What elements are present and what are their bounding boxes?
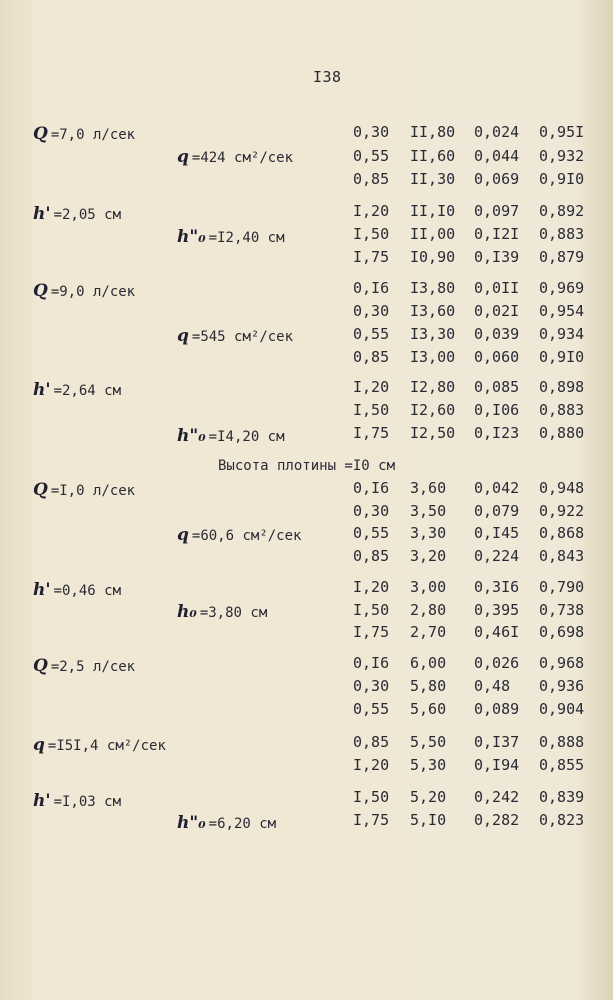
- cell-col2: I2,80: [410, 378, 456, 396]
- cell-col4: 0,95I: [539, 123, 585, 141]
- cell-col2: I2,50: [410, 424, 456, 442]
- cell-col4: 0,839: [539, 788, 585, 806]
- page-number: I38: [313, 68, 342, 86]
- cell-col3: 0,039: [474, 325, 520, 343]
- cell-col4: 0,880: [539, 424, 585, 442]
- cell-col1: 0,85: [353, 348, 390, 366]
- cell-col1: I,20: [353, 202, 390, 220]
- cell-col4: 0,968: [539, 654, 585, 672]
- cell-col4: 0,843: [539, 547, 585, 565]
- depth-symbol: h': [33, 791, 51, 811]
- cell-col3: 0,069: [474, 170, 520, 188]
- tailwater-depth-symbol: h"₀: [177, 813, 206, 833]
- cell-col2: I2,60: [410, 401, 456, 419]
- table-row: [0, 545, 613, 567]
- cell-col3: 0,I37: [474, 733, 520, 751]
- cell-col4: 0,698: [539, 623, 585, 641]
- cell-col4: 0,790: [539, 578, 585, 596]
- tailwater-depth-symbol: h"₀: [177, 227, 206, 247]
- flow-value: =7,0 л/сек: [50, 127, 136, 143]
- flow-value: =I,0 л/сек: [50, 483, 136, 499]
- cell-col4: 0,883: [539, 225, 585, 243]
- table-row: [0, 223, 613, 245]
- cell-col4: 0,969: [539, 279, 585, 297]
- cell-col1: I,50: [353, 788, 390, 806]
- cell-col4: 0,922: [539, 502, 585, 520]
- table-row: [0, 346, 613, 368]
- unit-discharge-value: =I5I,4 см²/сек: [47, 738, 166, 754]
- table-row: [0, 731, 613, 753]
- table-row: [0, 422, 613, 444]
- cell-col2: 5,30: [410, 756, 447, 774]
- table-row: [0, 168, 613, 190]
- cell-col4: 0,904: [539, 700, 585, 718]
- tailwater-depth-symbol: h"₀: [177, 426, 206, 446]
- cell-col1: 0,55: [353, 700, 390, 718]
- table-row: [0, 121, 613, 143]
- depth-value: =2,64 см: [53, 383, 122, 399]
- tailwater-depth-symbol: h₀: [177, 602, 197, 622]
- table-row: [0, 576, 613, 598]
- table-row: [0, 500, 613, 522]
- cell-col3: 0,3I6: [474, 578, 520, 596]
- unit-discharge-symbol: q: [177, 525, 189, 545]
- cell-col1: 0,55: [353, 325, 390, 343]
- cell-col2: 5,50: [410, 733, 447, 751]
- cell-col1: I,75: [353, 248, 390, 266]
- table-row: [0, 599, 613, 621]
- table-row: [0, 300, 613, 322]
- cell-col3: 0,I06: [474, 401, 520, 419]
- unit-discharge-symbol: q: [177, 147, 189, 167]
- unit-discharge-symbol: q: [177, 326, 189, 346]
- cell-col1: 0,30: [353, 502, 390, 520]
- cell-col3: 0,I45: [474, 524, 520, 542]
- cell-col4: 0,738: [539, 601, 585, 619]
- tailwater-depth-value: =6,20 см: [208, 816, 277, 832]
- cell-col3: 0,I94: [474, 756, 520, 774]
- cell-col3: 0,242: [474, 788, 520, 806]
- table-row: [0, 675, 613, 697]
- cell-col4: 0,888: [539, 733, 585, 751]
- table-row: [0, 522, 613, 544]
- cell-col2: 5,80: [410, 677, 447, 695]
- flow-value: =9,0 л/сек: [50, 284, 136, 300]
- cell-col2: 3,20: [410, 547, 447, 565]
- cell-col1: 0,I6: [353, 479, 390, 497]
- cell-col2: II,I0: [410, 202, 456, 220]
- depth-value: =0,46 см: [53, 583, 122, 599]
- cell-col3: 0,097: [474, 202, 520, 220]
- cell-col1: 0,I6: [353, 654, 390, 672]
- cell-col1: 0,30: [353, 123, 390, 141]
- cell-col1: 0,30: [353, 302, 390, 320]
- cell-col3: 0,48: [474, 677, 511, 695]
- table-row: [0, 621, 613, 643]
- cell-col2: 5,I0: [410, 811, 447, 829]
- flow-symbol: Q: [33, 281, 48, 301]
- depth-value: =2,05 см: [53, 207, 122, 223]
- cell-col4: 0,934: [539, 325, 585, 343]
- cell-col3: 0,026: [474, 654, 520, 672]
- cell-col3: 0,044: [474, 147, 520, 165]
- cell-col2: I3,00: [410, 348, 456, 366]
- table-row: [0, 399, 613, 421]
- table-row: [0, 754, 613, 776]
- cell-col4: 0,898: [539, 378, 585, 396]
- table-row: [0, 786, 613, 811]
- flow-value: =2,5 л/сек: [50, 659, 136, 675]
- flow-symbol: Q: [33, 124, 48, 144]
- cell-col2: II,30: [410, 170, 456, 188]
- cell-col3: 0,I23: [474, 424, 520, 442]
- table-row: [0, 809, 613, 831]
- cell-col2: 6,00: [410, 654, 447, 672]
- cell-col4: 0,932: [539, 147, 585, 165]
- cell-col2: 3,50: [410, 502, 447, 520]
- table-row: [0, 376, 613, 398]
- cell-col1: 0,85: [353, 733, 390, 751]
- table-row: [0, 477, 613, 499]
- cell-col3: 0,02I: [474, 302, 520, 320]
- depth-value: =I,03 см: [53, 794, 122, 810]
- cell-col1: 0,55: [353, 524, 390, 542]
- cell-col4: 0,868: [539, 524, 585, 542]
- cell-col2: I3,80: [410, 279, 456, 297]
- cell-col2: II,80: [410, 123, 456, 141]
- cell-col2: 5,20: [410, 788, 447, 806]
- tailwater-depth-value: =3,80 см: [199, 605, 268, 621]
- table-row: [0, 200, 613, 222]
- cell-col2: I0,90: [410, 248, 456, 266]
- unit-discharge-value: =424 см²/сек: [191, 150, 294, 166]
- cell-col1: I,75: [353, 623, 390, 641]
- cell-col3: 0,282: [474, 811, 520, 829]
- cell-col3: 0,089: [474, 700, 520, 718]
- cell-col2: 5,60: [410, 700, 447, 718]
- cell-col3: 0,024: [474, 123, 520, 141]
- cell-col2: I3,60: [410, 302, 456, 320]
- tailwater-depth-value: =I4,20 см: [208, 429, 285, 445]
- cell-col1: I,50: [353, 225, 390, 243]
- cell-col3: 0,224: [474, 547, 520, 565]
- cell-col4: 0,948: [539, 479, 585, 497]
- cell-col3: 0,060: [474, 348, 520, 366]
- cell-col4: 0,9I0: [539, 348, 585, 366]
- cell-col1: I,50: [353, 401, 390, 419]
- unit-discharge-value: =545 см²/сек: [191, 329, 294, 345]
- cell-col4: 0,879: [539, 248, 585, 266]
- cell-col2: II,00: [410, 225, 456, 243]
- cell-col1: 0,I6: [353, 279, 390, 297]
- cell-col1: I,20: [353, 756, 390, 774]
- cell-col3: 0,I2I: [474, 225, 520, 243]
- depth-symbol: h': [33, 380, 51, 400]
- cell-col1: I,75: [353, 424, 390, 442]
- tailwater-depth-value: =I2,40 см: [208, 230, 285, 246]
- cell-col2: I3,30: [410, 325, 456, 343]
- cell-col4: 0,855: [539, 756, 585, 774]
- depth-symbol: h': [33, 580, 51, 600]
- cell-col3: 0,I39: [474, 248, 520, 266]
- cell-col4: 0,883: [539, 401, 585, 419]
- cell-col1: I,20: [353, 378, 390, 396]
- cell-col1: 0,55: [353, 147, 390, 165]
- cell-col1: I,75: [353, 811, 390, 829]
- cell-col2: 3,60: [410, 479, 447, 497]
- flow-symbol: Q: [33, 480, 48, 500]
- cell-col4: 0,954: [539, 302, 585, 320]
- table-row: [0, 277, 613, 299]
- cell-col2: 2,80: [410, 601, 447, 619]
- cell-col3: 0,042: [474, 479, 520, 497]
- table-row: [0, 652, 613, 674]
- section-heading: Высота плотины =I0 см: [218, 458, 396, 474]
- cell-col3: 0,079: [474, 502, 520, 520]
- cell-col1: I,50: [353, 601, 390, 619]
- cell-col4: 0,9I0: [539, 170, 585, 188]
- cell-col4: 0,823: [539, 811, 585, 829]
- cell-col4: 0,936: [539, 677, 585, 695]
- cell-col2: 3,30: [410, 524, 447, 542]
- unit-discharge-symbol: q: [33, 735, 45, 755]
- cell-col4: 0,892: [539, 202, 585, 220]
- cell-col3: 0,395: [474, 601, 520, 619]
- cell-col3: 0,46I: [474, 623, 520, 641]
- table-row: [0, 145, 613, 167]
- cell-col1: 0,85: [353, 170, 390, 188]
- cell-col1: I,20: [353, 578, 390, 596]
- cell-col2: II,60: [410, 147, 456, 165]
- unit-discharge-value: =60,6 см²/сек: [191, 528, 302, 544]
- flow-symbol: Q: [33, 656, 48, 676]
- cell-col1: 0,85: [353, 547, 390, 565]
- table-row: [0, 323, 613, 345]
- cell-col2: 2,70: [410, 623, 447, 641]
- depth-symbol: h': [33, 204, 51, 224]
- cell-col1: 0,30: [353, 677, 390, 695]
- table-row: [0, 246, 613, 268]
- cell-col2: 3,00: [410, 578, 447, 596]
- table-row: [0, 698, 613, 720]
- cell-col3: 0,0II: [474, 279, 520, 297]
- cell-col3: 0,085: [474, 378, 520, 396]
